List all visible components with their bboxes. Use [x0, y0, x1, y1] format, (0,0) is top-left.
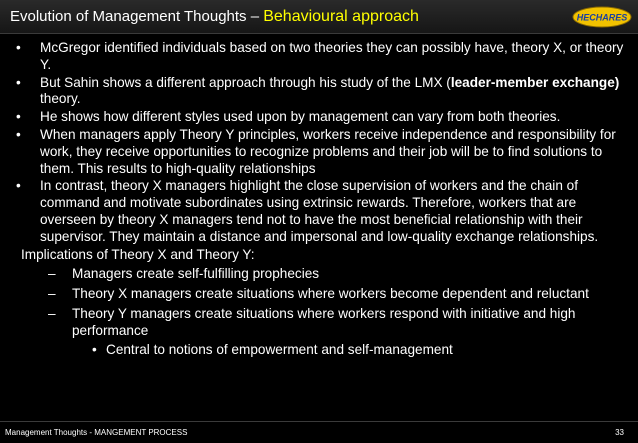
bullet-dot: • — [16, 40, 21, 55]
slide-title — [10, 7, 419, 27]
bullet-item — [12, 127, 624, 177]
footer-text: Management Thoughts - MANGEMENT PROCESS — [5, 428, 188, 437]
bullet-dot: • — [16, 126, 21, 142]
implications-heading: Implications of Theory X and Theory Y: — [21, 246, 255, 262]
dash-mark: – — [48, 286, 56, 302]
dash-mark: – — [48, 305, 56, 321]
implication-item — [12, 286, 624, 303]
bullet-item — [12, 109, 624, 126]
bullet-text: He shows how different styles used upon by management can vary from both theories. — [40, 109, 561, 125]
bullet-item — [12, 178, 624, 245]
page-number: 33 — [615, 428, 624, 437]
bullet-text: theory. — [40, 91, 81, 107]
bullet-dot: • — [16, 74, 21, 90]
implication-text: Managers create self-fulfilling prophecies — [72, 266, 320, 282]
bullet-bold-text: leader-member exchange) — [450, 74, 620, 90]
logo-text: HECHARES — [576, 12, 628, 23]
bullet-text: In contrast, theory X managers highlight the close supervision of workers and the chain of command and motivate subordinates using extrinsic rewards. Therefore, workers that are overseen by theory X managers tend not to have the most beneficial relationship with their supervisor. They maintain a distance and impersonal and low-quality exchange relationships. — [40, 178, 599, 244]
bullet-dot: • — [16, 178, 21, 194]
slide-footer — [0, 421, 638, 443]
title-bar — [0, 0, 638, 34]
bullet-item — [12, 40, 624, 74]
slide-title-main: Evolution of Management Thoughts – — [10, 8, 264, 25]
slide-content — [12, 40, 624, 358]
bullet-item — [12, 75, 624, 109]
bullet-dot: • — [16, 109, 21, 125]
sub-point-item — [12, 342, 624, 359]
bullet-text: When managers apply Theory Y principles, workers receive independence and responsibility for work, they receive opportunities to recognize problems and their job will be to find solutions to them. This results to high-quality relationships — [40, 126, 616, 176]
implication-item — [12, 266, 624, 283]
implication-item — [12, 306, 624, 340]
sub-point-text: Central to notions of empowerment and self-management — [106, 341, 453, 357]
slide-title-sub: Behavioural approach — [263, 8, 419, 25]
dash-mark: – — [48, 266, 56, 282]
implication-text: Theory Y managers create situations where workers respond with initiative and high performance — [72, 305, 576, 338]
bullet-text: But Sahin shows a different approach through his study of the LMX ( — [40, 74, 451, 90]
bullet-dot: • — [92, 341, 97, 357]
hechares-logo — [572, 6, 632, 28]
implication-text: Theory X managers create situations where workers become dependent and reluctant — [72, 286, 589, 302]
bullet-text: McGregor identified individuals based on two theories they can possibly have, theory X, or theory Y. — [40, 40, 624, 72]
